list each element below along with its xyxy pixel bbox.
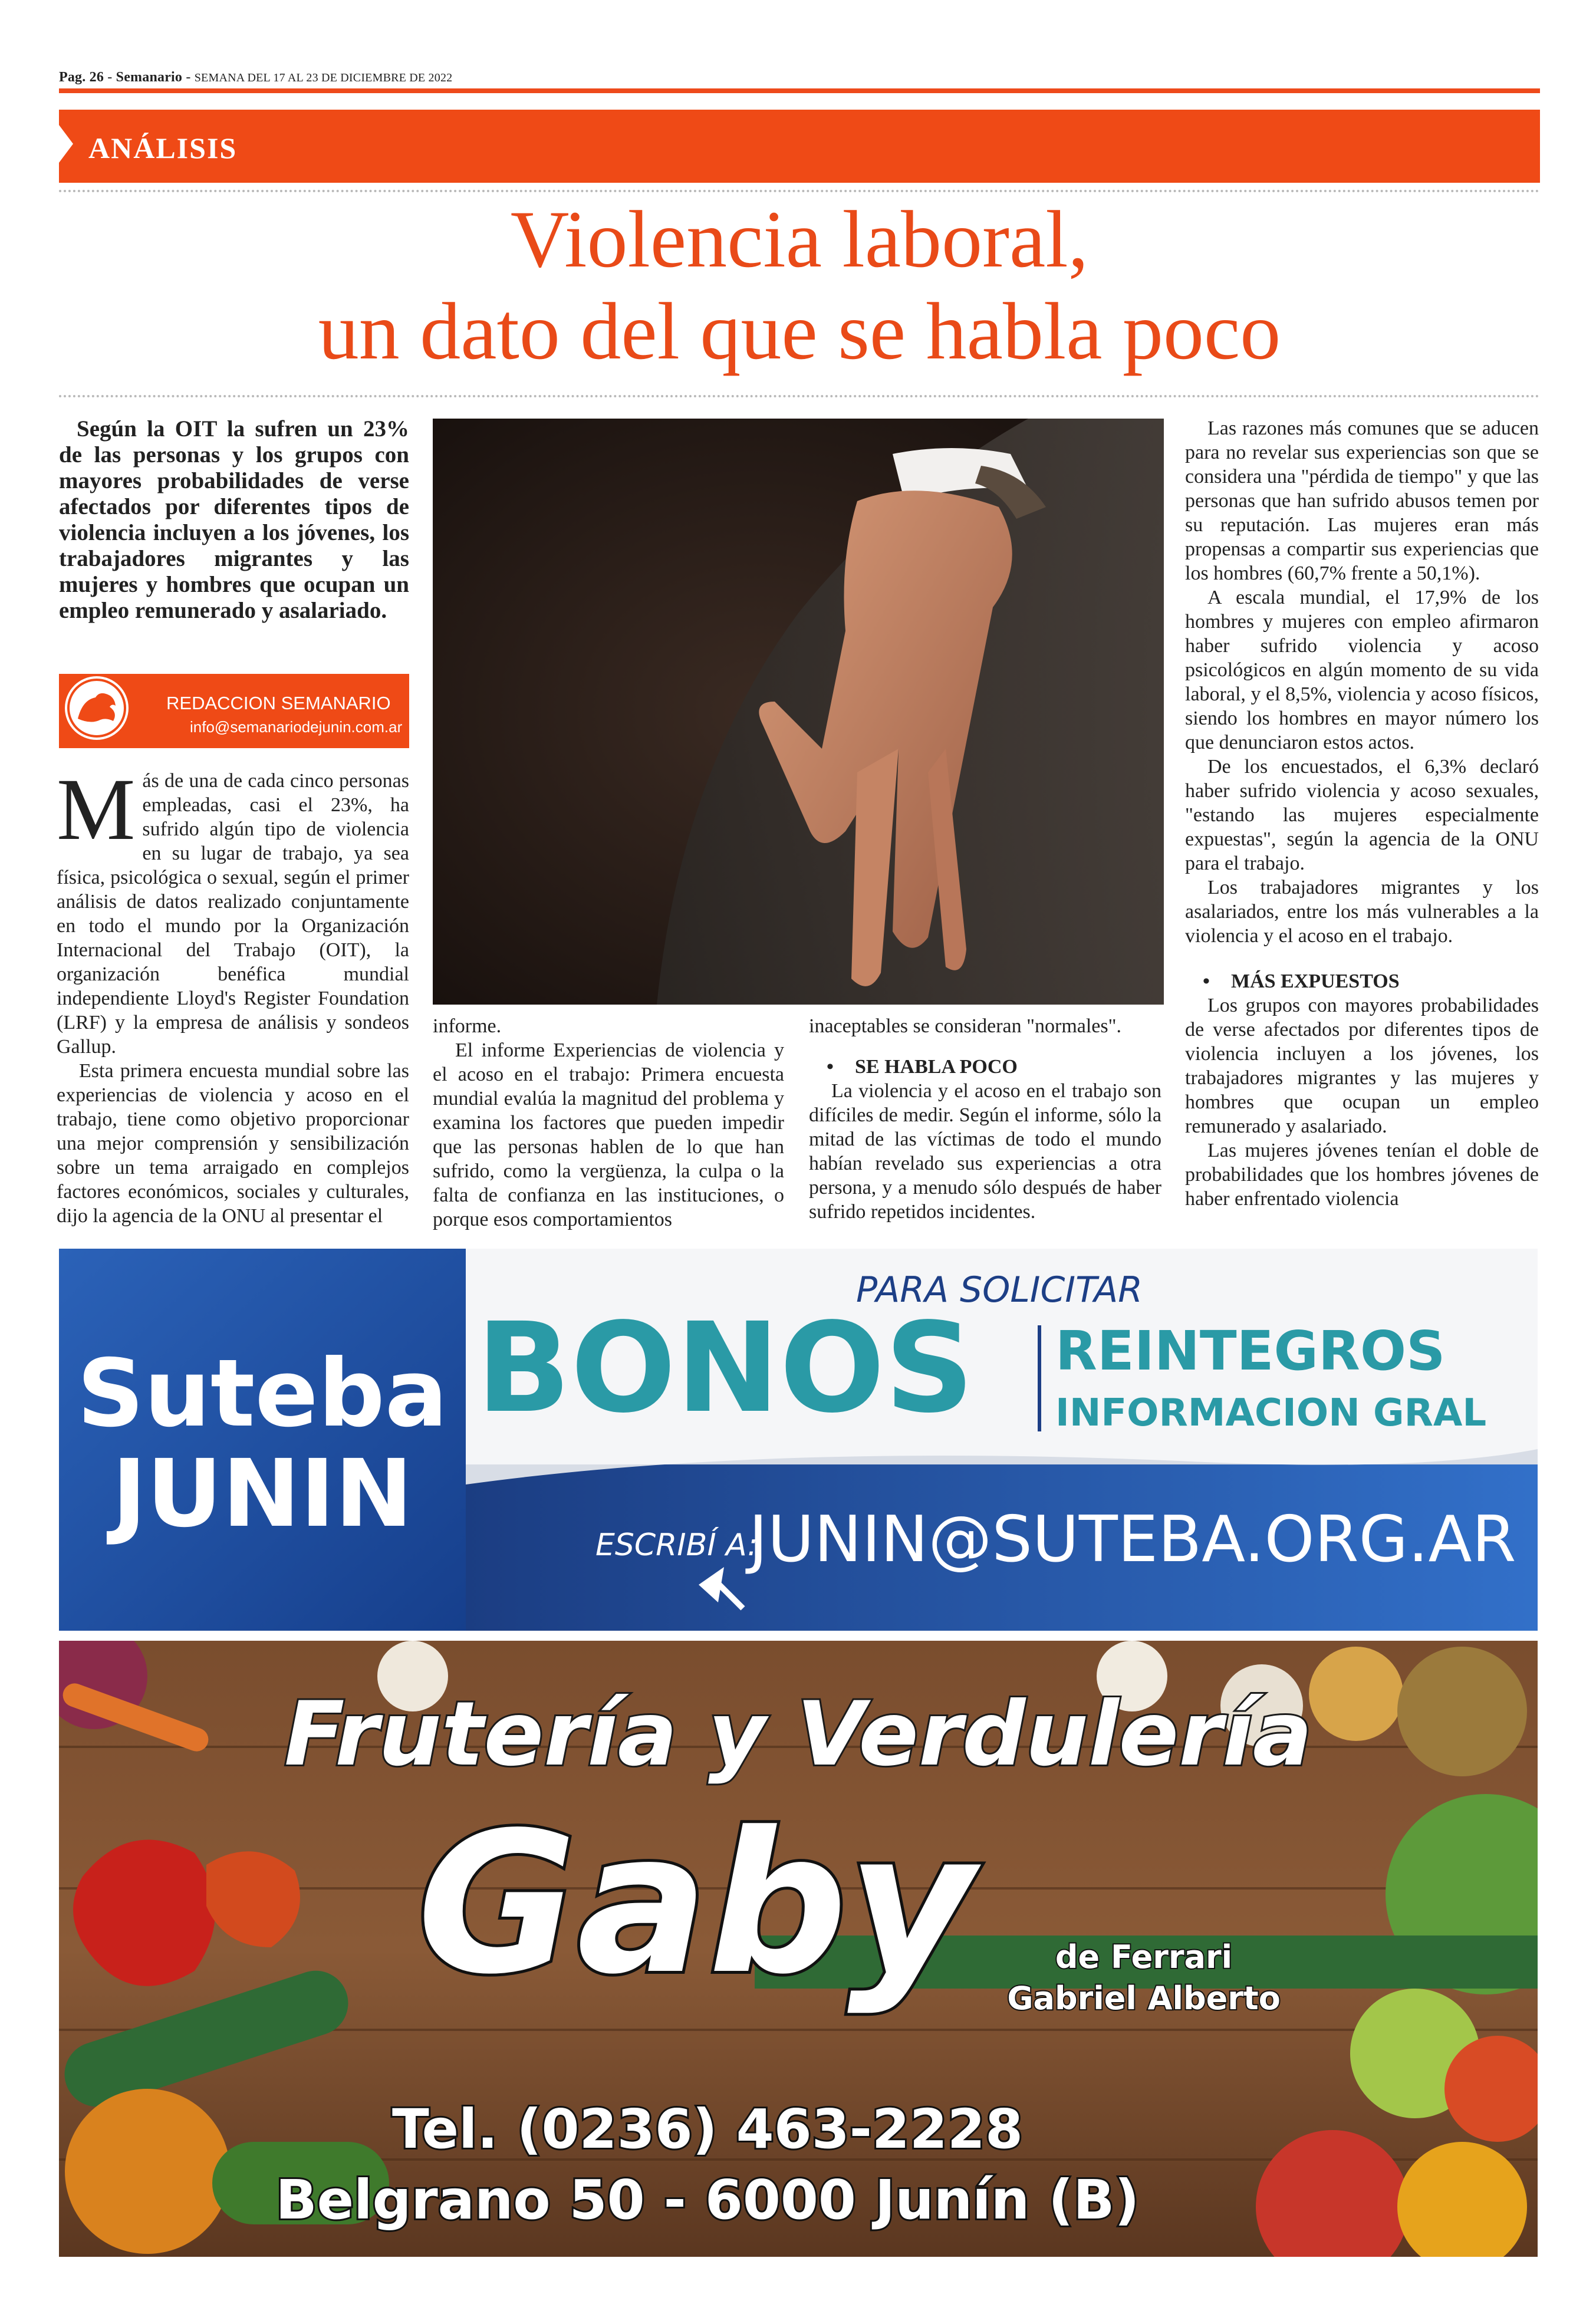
divider [59, 190, 1540, 192]
suteba-advertisement[interactable] [59, 1249, 1538, 1631]
suteba-escribi-label: ESCRIBÍ A: [595, 1528, 758, 1563]
newspaper-logo [65, 676, 129, 740]
title-line-1: Violencia laboral, [510, 194, 1089, 284]
subheading [1185, 969, 1539, 993]
header-separator: - [182, 70, 195, 85]
byline-author: REDACCION SEMANARIO [166, 693, 391, 713]
fruteria-headline: Frutería y Verdulería [284, 1683, 1312, 1786]
article-column-4 [1185, 416, 1539, 1211]
drop-cap: M [57, 761, 136, 858]
bullet-icon: • [1203, 970, 1210, 992]
article-lead: Según la OIT la sufren un 23% de las personas y los grupos con mayores probabilidades de verse afectados por diferentes tipos de violencia incluyen a los jóvenes, los trabajadores migrantes y las mujeres y hombres que ocupan un empleo remunerado y asalariado. [59, 416, 409, 623]
article-column-1 [57, 761, 409, 1228]
subheading [809, 1055, 1161, 1079]
subheading-text: MÁS EXPUESTOS [1231, 970, 1400, 992]
title-line-2: un dato del que se habla poco [318, 286, 1281, 376]
fruteria-owner-line1: de Ferrari [1055, 1938, 1233, 1976]
section-banner [59, 110, 1540, 183]
suteba-email: JUNIN@SUTEBA.ORG.AR [749, 1503, 1516, 1576]
page-header [59, 70, 452, 85]
section-label: ANÁLISIS [88, 131, 238, 164]
suteba-info-general: INFORMACION GRAL [1055, 1391, 1487, 1435]
paragraph: De los encuestados, el 6,3% declaró haber sufrido violencia y acoso sexuales, "estando las mujeres especialmente expuestas", según la agencia de la ONU para el trabajo. [1185, 756, 1539, 874]
suteba-bonos-title: BONOS [476, 1296, 975, 1440]
paragraph: Las mujeres jóvenes tenían el doble de probabilidades que los hombres jóvenes de haber enfrentado violencia [1185, 1140, 1539, 1210]
bullet-icon: • [827, 1056, 834, 1078]
header-rule [59, 88, 1540, 93]
header-separator: - [104, 70, 116, 85]
paragraph: Los grupos con mayores probabilidades de verse afectados por diferentes tipos de violencia incluyen a los jóvenes, los trabajadores migrantes y las mujeres y hombres que ocupan un empleo remunerado y asalariado. [1185, 995, 1539, 1137]
paragraph: informe. [433, 1015, 502, 1037]
fruteria-name: Gaby [417, 1790, 975, 2017]
page-number: Pag. 26 [59, 70, 104, 85]
paragraph: A escala mundial, el 17,9% de los hombres y mujeres con empleo afirmaron haber sufrido violencia y acoso psicológicos en algún momento de su vida laboral, y el 8,5%, violencia y acoso físicos, siendo los hombres en mayor número los que denunciaron estos actos. [1185, 587, 1539, 753]
paragraph: El informe Experiencias de violencia y el acoso en el trabajo: Primera encuesta mundial evalúa la magnitud del problema y examina los factores que pueden impedir que las personas hablen de lo que han sufrido, como la vergüenza, la culpa o la falta de confianza en las instituciones, o porque esos comportamientos [433, 1039, 784, 1230]
divider [59, 395, 1540, 397]
subheading-text: SE HABLA POCO [855, 1056, 1018, 1078]
suteba-pre-title: PARA SOLICITAR [856, 1269, 1143, 1311]
paragraph: Esta primera encuesta mundial sobre las experiencias de violencia y acoso en el trabajo, tiene como objetivo proporcionar una mejor comprensión y sensibilización sobre un tema arraigado en complejos factores económicos, sociales y culturales, dijo la agencia de la ONU al presentar el [57, 1060, 409, 1227]
fruteria-advertisement[interactable] [59, 1641, 1538, 2257]
paragraph-text: ás de una de cada cinco personas empleadas, casi el 23%, ha sufrido algún tipo de violencia en su lugar de trabajo, ya sea física, psicológica o sexual, según el primer análisis de datos realizado conjuntamente en todo el mundo por la Organización Internacional del Trabajo (OIT), la organización benéfica mundial independiente Lloyd's Register Foundation (LRF) y la empresa de análisis y sondeos Gallup. [57, 770, 409, 1058]
fruteria-phone: Tel. (0236) 463-2228 [392, 2098, 1023, 2161]
paragraph: Las razones más comunes que se aducen para no revelar sus experiencias son que se considera una "pérdida de tiempo" y que las personas que han sufrido abusos temen por su reputación. Las mujeres eran más propensas a compartir sus experiencias que los hombres (60,7% frente a 50,1%). [1185, 417, 1539, 584]
issue-week: SEMANA DEL 17 AL 23 DE DICIEMBRE DE 2022 [194, 71, 453, 84]
spacer [1185, 948, 1539, 969]
article-column-3 [809, 1014, 1161, 1224]
paragraph: Los trabajadores migrantes y los asalariados, entre los más vulnerables a la violencia y el acoso en el trabajo. [1185, 877, 1539, 947]
spacer [809, 1038, 1161, 1055]
article-photo [433, 419, 1164, 1005]
suteba-brand-line2: JUNIN [111, 1440, 413, 1548]
article-column-2 [433, 1014, 784, 1232]
newspaper-name: Semanario [116, 70, 183, 85]
byline-email[interactable]: info@semanariodejunin.com.ar [190, 718, 403, 736]
paragraph: inaceptables se consideran "normales". [809, 1015, 1122, 1037]
suteba-reintegros: REINTEGROS [1055, 1319, 1446, 1383]
suteba-brand-line1: Suteba [77, 1339, 448, 1448]
paragraph [57, 761, 409, 1059]
fruteria-owner-line2: Gabriel Alberto [1007, 1980, 1281, 2017]
paragraph: La violencia y el acoso en el trabajo son difíciles de medir. Según el informe, sólo la mitad de las víctimas de todo el mundo habían revelado sus experiencias a otra persona, y a menudo sólo después de haber sufrido repetidos incidentes. [809, 1080, 1161, 1223]
fruteria-address: Belgrano 50 - 6000 Junín (B) [275, 2168, 1140, 2231]
article-title [59, 193, 1540, 377]
section-arrow-icon [59, 125, 73, 163]
